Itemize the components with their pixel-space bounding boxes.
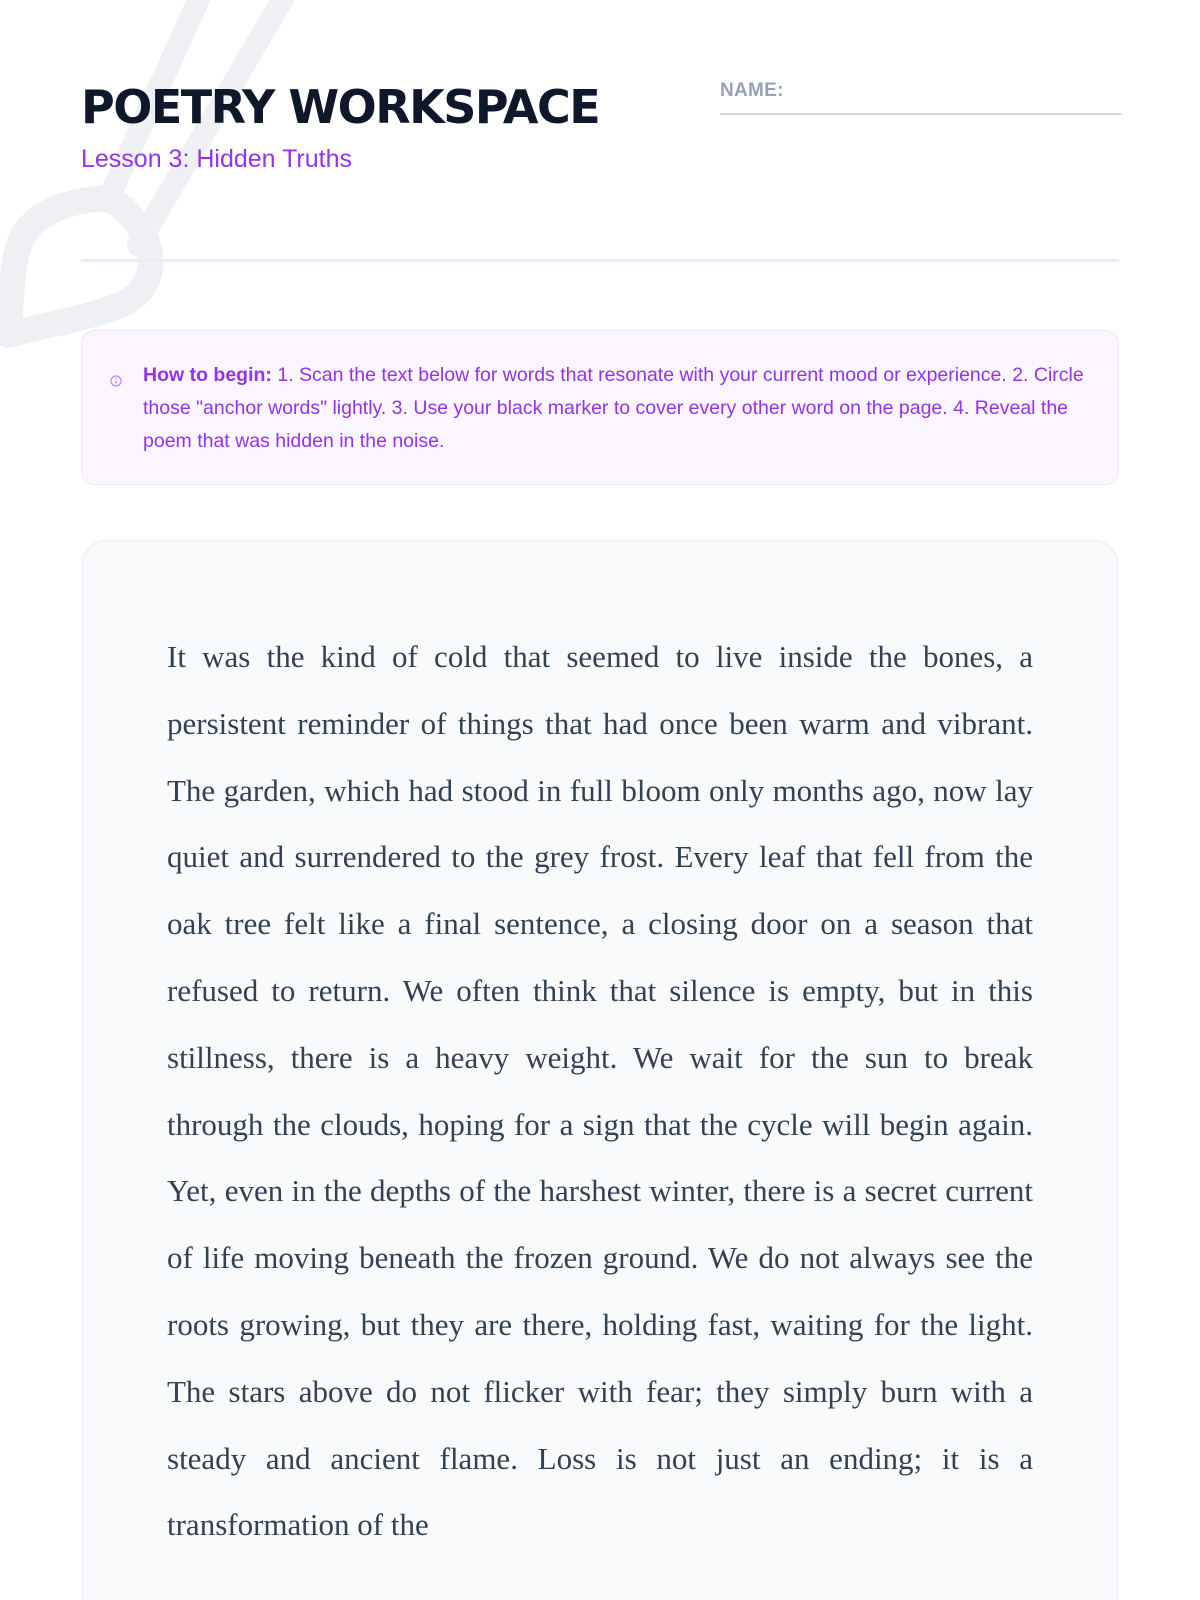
page-title: POETRY WORKSPACE [81, 80, 600, 134]
instructions-steps: 1. Scan the text below for words that resonate with your current mood or experience. 2. Circle those "anchor words" lightly. 3. Use your black marker to cover every other word on the page. 4. Reveal the poem that was hidden in the noise. [143, 364, 1084, 452]
instructions-box [81, 330, 1119, 485]
name-label: NAME: [720, 80, 784, 101]
passage-text: It was the kind of cold that seemed to live inside the bones, a persistent reminder of things that had once been warm and vibrant. The garden, which had stood in full bloom only months ago, now lay quiet and surrendered to the grey frost. Every leaf that fell from the oak tree felt like a final sentence, a closing door on a season that refused to return. We often think that silence is empty, but in this stillness, there is a heavy weight. We wait for the sun to break through the clouds, hoping for a sign that the cycle will begin again. Yet, even in the depths of the harshest winter, there is a secret current of life moving beneath the frozen ground. We do not always see the roots growing, but they are there, holding fast, waiting for the light. The stars above do not flicker with fear; they simply burn with a steady and ancient flame. Loss is not just an ending; it is a transformation of the [167, 639, 1033, 1543]
instructions-text [143, 359, 1088, 458]
info-icon [110, 375, 122, 387]
worksheet-header [81, 0, 1119, 262]
instructions-lead: How to begin: [143, 364, 272, 386]
name-field[interactable] [720, 80, 1121, 115]
lesson-subtitle: Lesson 3: Hidden Truths [81, 145, 352, 173]
passage-card [81, 539, 1119, 1600]
